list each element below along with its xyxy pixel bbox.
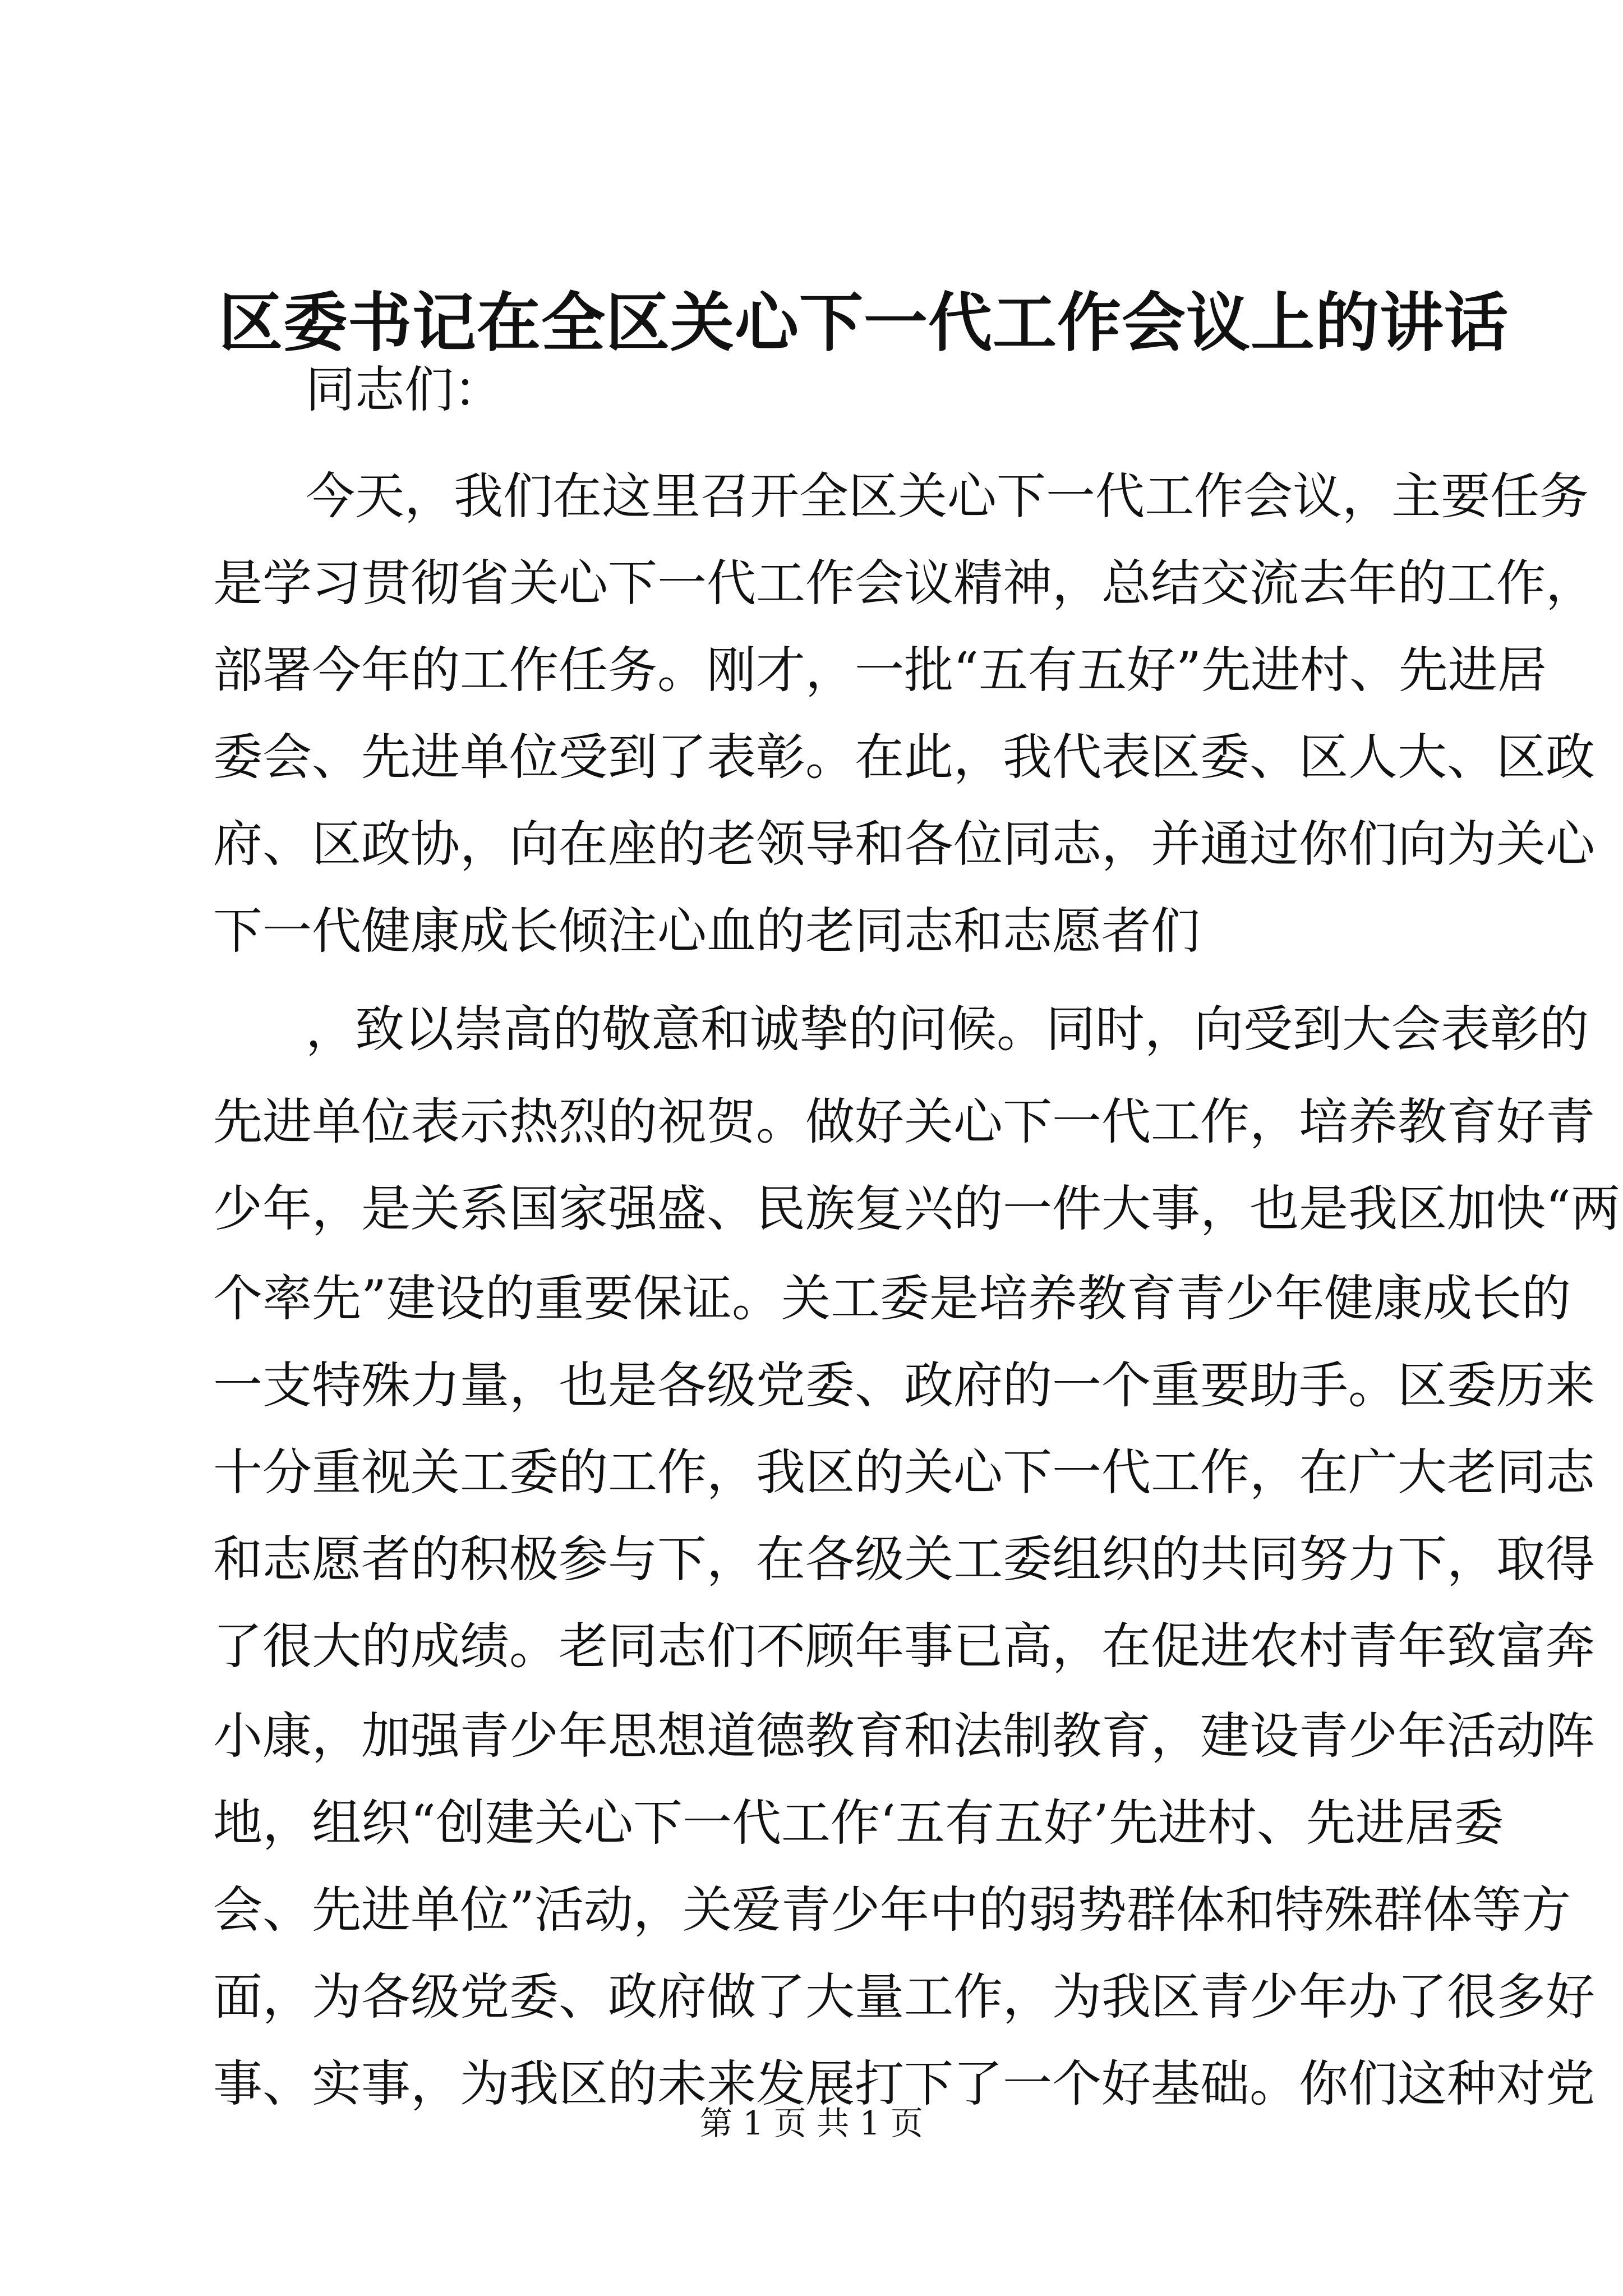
body-line-1: 今天，我们在这里召开全区关心下一代工作会议，主要任务 <box>306 467 1589 525</box>
body-line-10: 个率先”建设的重要保证。关工委是培养教育青少年健康成长的 <box>213 1269 1571 1327</box>
body-line-15: 小康，加强青少年思想道德教育和法制教育，建设青少年活动阵 <box>213 1707 1596 1765</box>
body-line-14: 了很大的成绩。老同志们不顾年事已高，在促进农村青年致富奔 <box>213 1617 1596 1675</box>
body-line-5: 府、区政协，向在座的老领导和各位同志，并通过你们向为关心 <box>213 815 1596 873</box>
body-line-8: 先进单位表示热烈的祝贺。做好关心下一代工作，培养教育好青 <box>213 1093 1596 1151</box>
body-line-19: 事、实事，为我区的未来发展打下了一个好基础。你们这种对党 <box>213 2055 1596 2113</box>
body-line-11: 一支特殊力量，也是各级党委、政府的一个重要助手。区委历来 <box>213 1356 1596 1414</box>
body-line-12: 十分重视关工委的工作，我区的关心下一代工作，在广大老同志 <box>213 1443 1596 1501</box>
body-line-17: 会、先进单位”活动，关爱青少年中的弱势群体和特殊群体等方 <box>213 1881 1571 1939</box>
document-title: 区委书记在全区关心下一代工作会议上的讲话 <box>219 285 1509 360</box>
body-line-6: 下一代健康成长倾注心血的老同志和志愿者们 <box>213 902 1201 960</box>
body-line-4: 委会、先进单位受到了表彰。在此，我代表区委、区人大、区政 <box>213 728 1596 786</box>
body-line-2: 是学习贯彻省关心下一代工作会议精神，总结交流去年的工作， <box>213 554 1596 612</box>
body-line-9: 少年，是关系国家强盛、民族复兴的一件大事，也是我区加快“两 <box>213 1180 1620 1237</box>
body-line-3: 部署今年的工作任务。刚才，一批“五有五好”先进村、先进居 <box>213 641 1547 699</box>
body-line-18: 面，为各级党委、政府做了大量工作，为我区青少年办了很多好 <box>213 1968 1596 2026</box>
body-line-13: 和志愿者的积极参与下，在各级关工委组织的共同努力下，取得 <box>213 1530 1596 1588</box>
body-line-16: 地，组织“创建关心下一代工作‘五有五好’先进村、先进居委 <box>213 1794 1504 1852</box>
body-line-7: ，致以崇高的敬意和诚挚的问候。同时，向受到大会表彰的 <box>306 1000 1589 1058</box>
page-footer: 第 1 页 共 1 页 <box>700 2104 923 2142</box>
salutation-line: 同志们： <box>306 361 504 418</box>
